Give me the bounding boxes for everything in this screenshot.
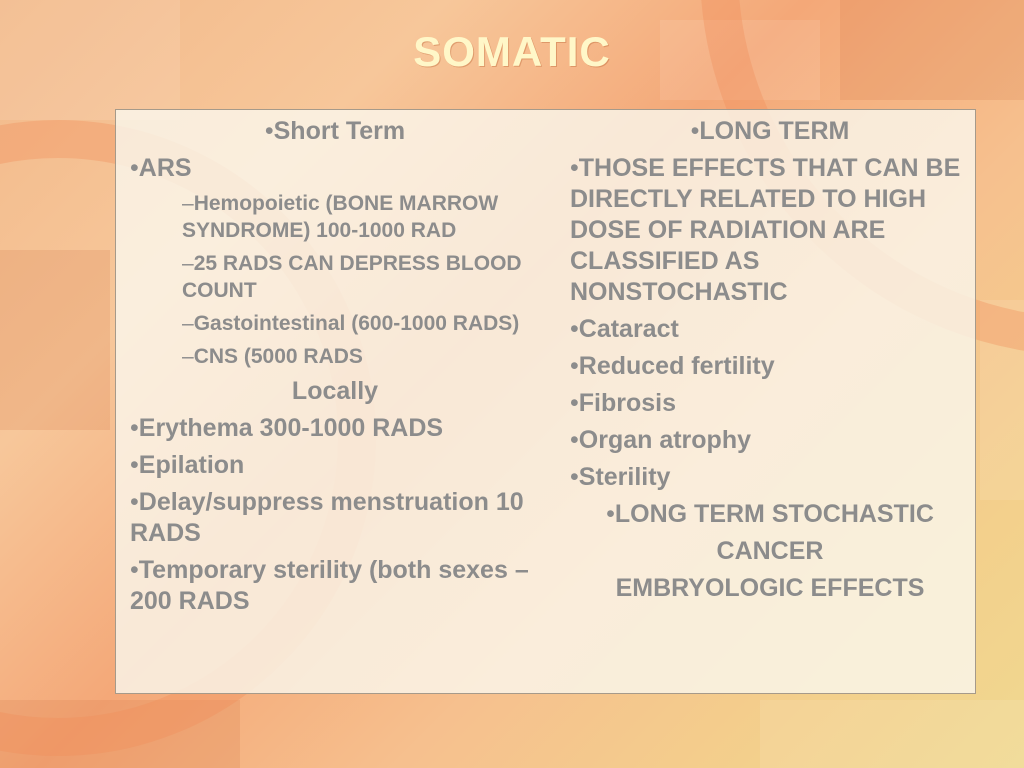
list-item-fibrosis: •Fibrosis — [570, 389, 677, 417]
list-item-epilation: •Epilation — [130, 451, 245, 479]
list-item-erythema: •Erythema 300-1000 RADS — [130, 414, 444, 442]
nonstochastic-definition: •THOSE EFFECTS THAT CAN BE DIRECTLY RELATED TO HIGH DOSE OF RADIATION ARE CLASSIFIED AS NONSTOCHASTIC — [570, 154, 961, 306]
locally-heading: Locally — [291, 377, 379, 405]
short-term-heading: •Short Term — [264, 117, 406, 145]
list-item-reduced-fertility: •Reduced fertility — [570, 352, 775, 380]
slide-title: SOMATIC — [413, 28, 611, 75]
list-item-sterility: •Sterility — [570, 463, 671, 491]
short-term-column — [130, 116, 540, 623]
sub-item-cns: –CNS (5000 RADS — [182, 345, 363, 368]
list-item-menstruation: •Delay/suppress menstruation 10 RADS — [130, 488, 524, 547]
sub-item-gastointestinal: –Gastointestinal (600-1000 RADS) — [182, 312, 520, 335]
ars-item: •ARS — [130, 154, 192, 182]
list-item-cataract: •Cataract — [570, 315, 679, 343]
sub-item-hemopoietic: –Hemopoietic (BONE MARROW SYNDROME) 100-1000 RAD — [182, 192, 499, 242]
stochastic-embryologic: EMBRYOLOGIC EFFECTS — [615, 574, 925, 602]
bullet: • — [264, 117, 274, 145]
stochastic-cancer: CANCER — [716, 537, 824, 565]
list-item-organ-atrophy: •Organ atrophy — [570, 426, 752, 454]
long-term-heading: •LONG TERM — [690, 117, 850, 145]
sub-item-blood-count: –25 RADS CAN DEPRESS BLOOD COUNT — [182, 252, 522, 302]
stochastic-heading: •LONG TERM STOCHASTIC — [606, 500, 934, 528]
long-term-column — [570, 116, 970, 610]
content-box — [115, 109, 976, 694]
list-item-temporary-sterility: •Temporary sterility (both sexes – 200 RADS — [130, 556, 529, 615]
